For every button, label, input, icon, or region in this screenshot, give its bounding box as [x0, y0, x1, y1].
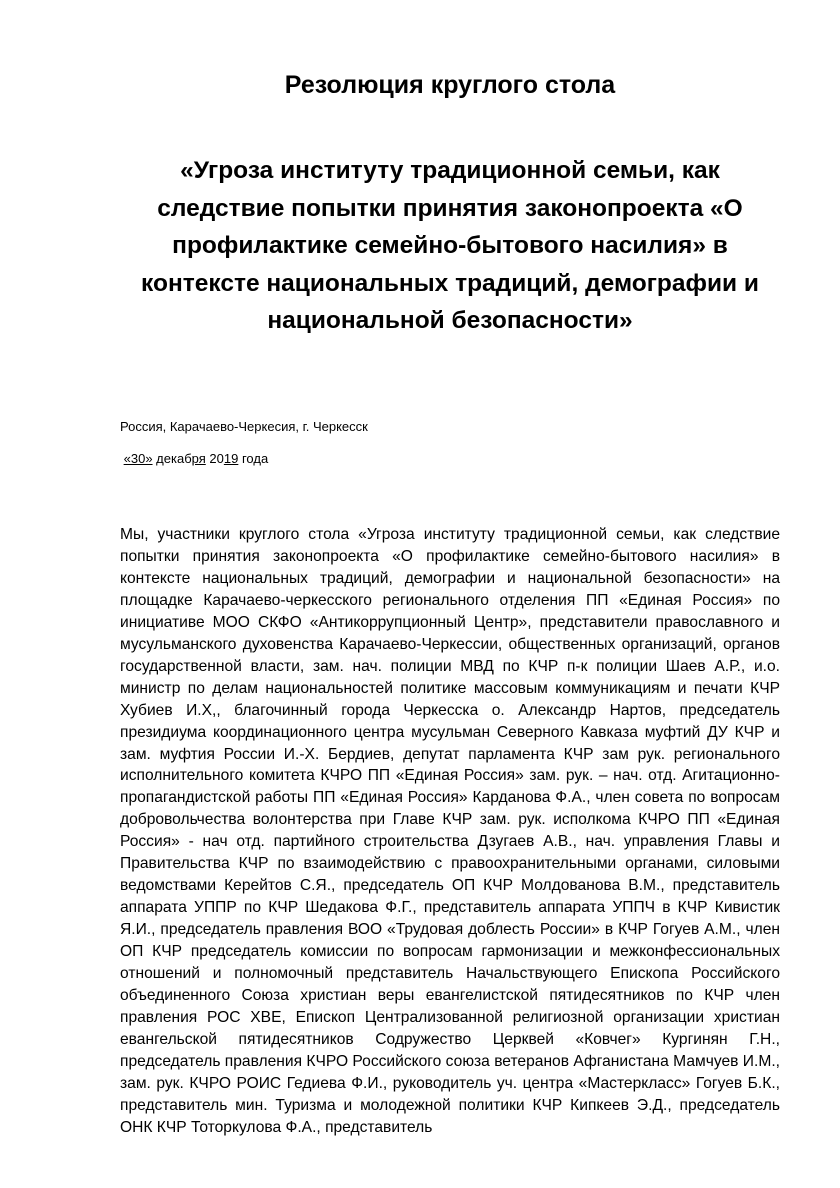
date-year-a: 20	[209, 451, 224, 466]
date-month-a: декаб	[156, 451, 192, 466]
date-year-b: 19	[223, 451, 239, 466]
document-title: Резолюция круглого стола	[284, 71, 616, 99]
date-day: «30»	[123, 451, 153, 466]
document-subtitle: «Угроза институту традиционной семьи, как следствие попытки принятия законопроекта «О профилактике семейно-бытового насилия» в контексте национальных традиций, демографии и национальной безопасности»	[141, 157, 759, 335]
document-place: Россия, Карачаево-Черкесия, г. Черкесск	[120, 419, 368, 434]
document-date	[120, 450, 268, 468]
resolution-body: Мы, участники круглого стола «Угроза институту традиционной семьи, как следствие попытки принятия законопроекта «О профилактике семейно-бытового насилия» в контексте национальных традиций, демографии и национальной безопасности» на площадке Карачаево-черкесского регионального отделения ПП «Единая Россия» по инициативе МОО СКФО «Антикоррупционный Центр», представители православного и мусульманского духовенства Карачаево-Черкессии, общественных организаций, органов государственной власти, зам. нач. полиции МВД по КЧР п-к полиции Шаев А.Р., и.о. министр по делам национальностей политике массовым коммуникациям и печати КЧР Хубиев И.Х,, благочинный города Черкесска о. Александр Нартов, председатель президиума координационного центра мусульман Северного Кавказа муфтий ДУ КЧР и зам. муфтия России И.-Х. Бердиев, депутат парламента КЧР зам рук. регионального исполнительного комитета КЧРО ПП «Единая Россия» зам. рук. – нач. отд. Агитационно-пропагандистской работы ПП «Единая Россия» Карданова Ф.А., член совета по вопросам добровольчества волонтерства при Главе КЧР зам. рук. исполкома КЧРО ПП «Единая Россия» - нач отд. партийного строительства Дзугаев А.В., нач. управления Главы и Правительства КЧР по взаимодействию с правоохранительными органами, силовыми ведомствами Керейтов С.Я., председатель ОП КЧР Молдованова В.М., представитель аппарата УППР по КЧР Шедакова Ф.Г., представитель аппарата УППЧ в КЧР Кивистик Я.И., председатель правления ВОО «Трудовая доблесть России» в КЧР Гогуев А.М., член ОП КЧР председатель комиссии по вопросам гармонизации и межконфессиональных отношений и полномочный представитель Начальствующего Епископа Российского объединенного Союза христиан веры евангелистской пятидесятников по КЧР член правления РОС ХВЕ, Епископ Централизованной религиозной организации христиан евангельской пятидесятников Содружество Церквей «Ковчег» Кургинян Г.Н., председатель правления КЧРО Российского союза ветеранов Афганистана Мамчуев И.М., зам. рук. КЧРО РОИС Гедиева Ф.И., руководитель уч. центра «Мастеркласс» Гогуев Б.К., представитель мин. Туризма и молодежной политики КЧР Кипкеев Э.Д., председатель ОНК КЧР Тоторкулова Ф.А., представитель	[120, 526, 780, 1136]
date-month-b: ря	[191, 451, 206, 466]
date-suffix: года	[241, 451, 269, 466]
